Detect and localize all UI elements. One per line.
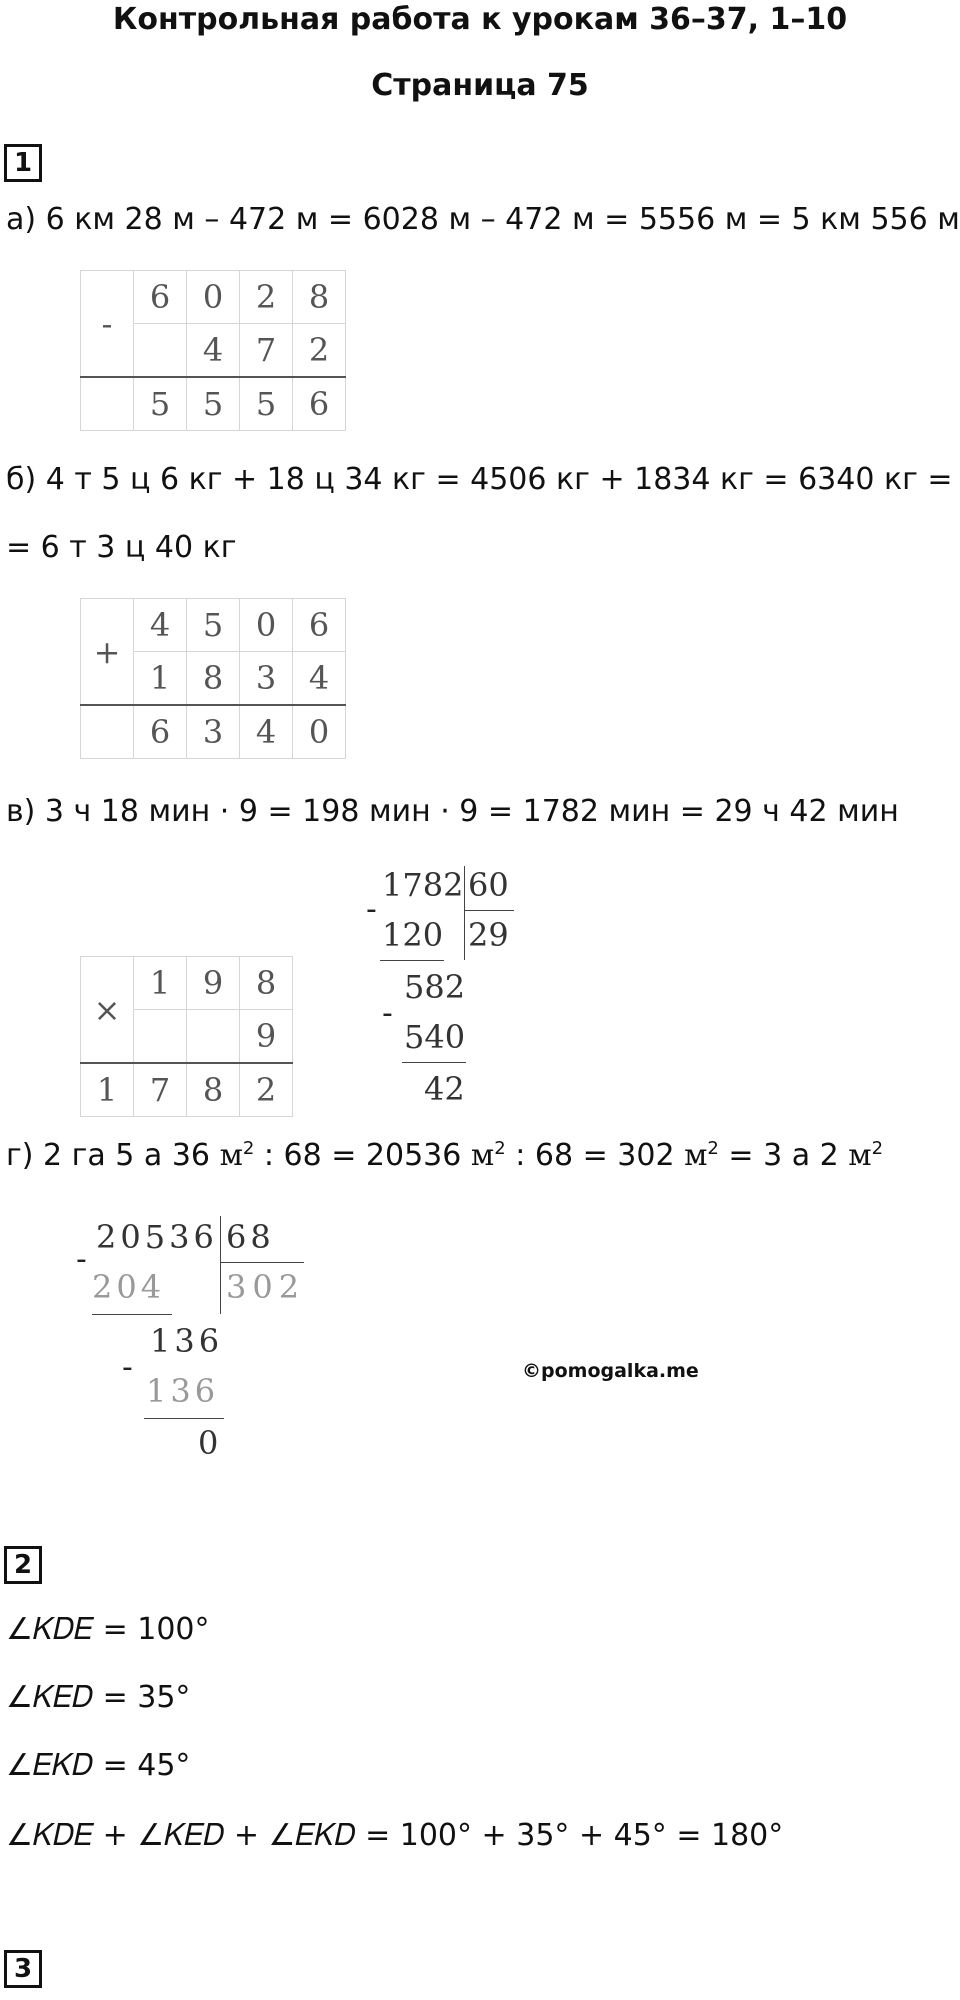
digit: 6 (293, 599, 346, 652)
remainder-1: 582 (404, 968, 466, 1006)
subtraction-line-2 (144, 1418, 224, 1419)
result-digit: 6 (134, 705, 187, 759)
subtraction-line-1 (92, 1314, 172, 1315)
division-vertical-line (220, 1216, 221, 1314)
angle-line: ∠𝐾𝐸𝐷 = 35° (6, 1680, 191, 1715)
remainder: 42 (424, 1070, 465, 1108)
task1-a-text: а) 6 км 28 м – 472 м = 6028 м – 472 м = 5556 м = 5 км 556 м (6, 202, 960, 237)
task-number-3: 3 (4, 1950, 42, 1988)
digit: 4 (187, 324, 240, 378)
angle-line: ∠𝐸𝐾𝐷 = 45° (6, 1748, 191, 1783)
division-vertical-line (464, 866, 465, 960)
digit (134, 1010, 187, 1064)
page-title: Контрольная работа к урокам 36–37, 1–10 (112, 2, 848, 37)
digit: 8 (293, 271, 346, 324)
quotient: 29 (468, 916, 509, 954)
digit: 7 (240, 324, 293, 378)
digit: 9 (187, 957, 240, 1010)
task1-b-text-1: б) 4 т 5 ц 6 кг + 18 ц 34 кг = 4506 кг + 1834 кг = 6340 кг = (6, 462, 953, 497)
result-digit: 7 (134, 1063, 187, 1117)
result-digit: 8 (187, 1063, 240, 1117)
digit: 1 (134, 652, 187, 706)
minus-sign: - (122, 1350, 133, 1385)
subtraction-line-2 (402, 1062, 466, 1063)
result-digit: 5 (134, 377, 187, 431)
subtraction-table (80, 270, 346, 431)
digit (134, 324, 187, 378)
remainder: 0 (198, 1424, 219, 1462)
angle-line: ∠𝐾𝐷𝐸 = 100° (6, 1612, 210, 1647)
divisor-underline (464, 910, 514, 911)
minus-sign: - (76, 1242, 87, 1277)
digit: 8 (187, 652, 240, 706)
task1-b-text-2: = 6 т 3 ц 40 кг (6, 530, 237, 565)
digit: 0 (187, 271, 240, 324)
page-subtitle: Страница 75 (371, 68, 589, 103)
digit: 6 (134, 271, 187, 324)
result-digit: 1 (81, 1063, 134, 1117)
remainder-1: 136 (150, 1322, 224, 1360)
task1-v-text: в) 3 ч 18 мин · 9 = 198 мин · 9 = 1782 мин = 29 ч 42 мин (6, 794, 899, 829)
digit: 9 (240, 1010, 293, 1064)
result-digit: 0 (293, 705, 346, 759)
task-number-2: 2 (4, 1546, 42, 1584)
result-digit: 5 (187, 377, 240, 431)
divisor: 68 (226, 1218, 275, 1256)
digit: 3 (240, 652, 293, 706)
plus-sign: + (81, 599, 134, 706)
minus-sign: - (81, 271, 134, 378)
subtrahend-2: 136 (146, 1372, 220, 1410)
quotient: 302 (226, 1268, 306, 1306)
result-digit: 2 (240, 1063, 293, 1117)
digit: 1 (134, 957, 187, 1010)
result-digit: 4 (240, 705, 293, 759)
digit: 4 (293, 652, 346, 706)
subtraction-line-1 (380, 960, 444, 961)
dividend: 20536 (96, 1218, 218, 1256)
digit: 8 (240, 957, 293, 1010)
subtrahend-1: 204 (92, 1268, 166, 1306)
minus-sign: - (382, 996, 393, 1031)
minus-sign: - (366, 892, 377, 927)
angle-sum-line: ∠𝐾𝐷𝐸 + ∠𝐾𝐸𝐷 + ∠𝐸𝐾𝐷 = 100° + 35° + 45° = 180° (6, 1818, 784, 1853)
digit: 5 (187, 599, 240, 652)
task1-g-text: г) 2 га 5 а 36 $м^2$ : 68 = 20536 $м^2$ : 68 = 302 $м^2 = 3$ а 2 $м^2$ (6, 1138, 884, 1173)
divisor: 60 (468, 866, 509, 904)
watermark: ©pomogalka.me (522, 1360, 699, 1382)
addition-table (80, 598, 346, 759)
digit: 2 (293, 324, 346, 378)
dividend: 1782 (382, 866, 464, 904)
digit: 4 (134, 599, 187, 652)
subtrahend-2: 540 (404, 1018, 466, 1056)
result-digit: 5 (240, 377, 293, 431)
multiplication-table (80, 956, 293, 1117)
task-number-1: 1 (4, 144, 42, 182)
times-sign: × (81, 957, 134, 1064)
digit (187, 1010, 240, 1064)
divisor-underline (220, 1262, 304, 1263)
digit: 2 (240, 271, 293, 324)
result-digit: 6 (293, 377, 346, 431)
subtrahend-1: 120 (382, 916, 444, 954)
result-digit: 3 (187, 705, 240, 759)
digit: 0 (240, 599, 293, 652)
